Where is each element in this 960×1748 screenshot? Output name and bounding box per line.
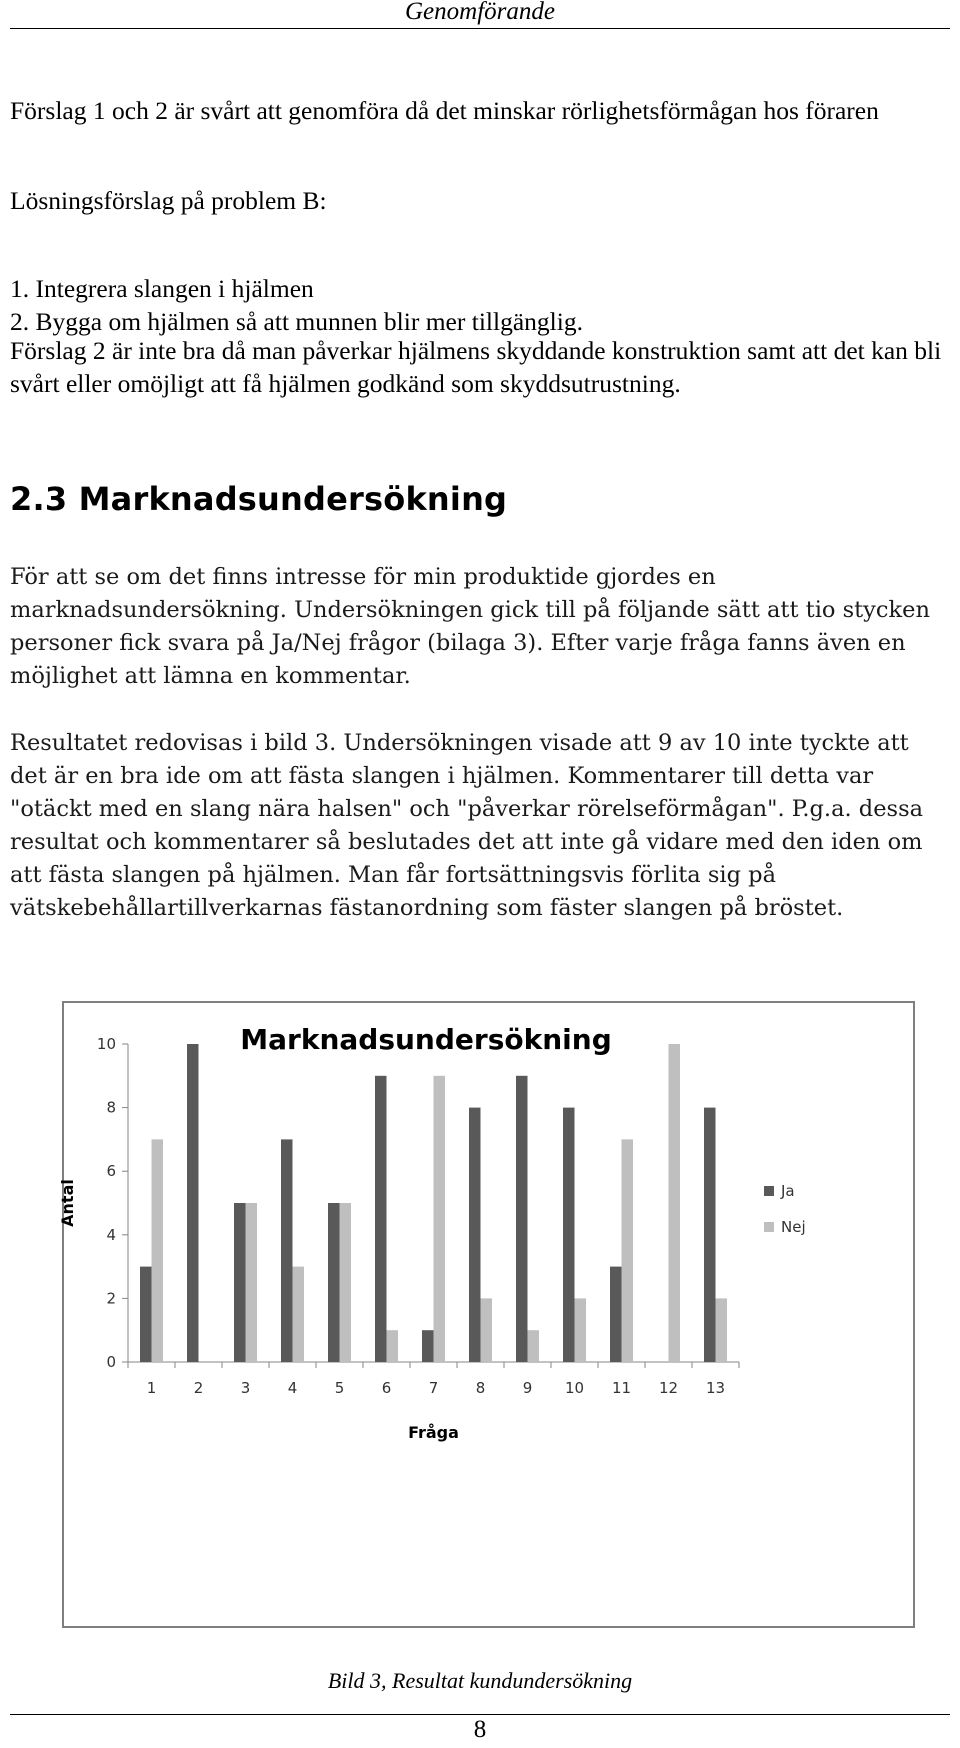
bar-ja-4: [281, 1139, 293, 1362]
page-header: [0, 0, 960, 30]
x-tick-label: 6: [381, 1379, 392, 1397]
chart-title: Marknadsundersökning: [240, 1023, 612, 1056]
bar-nej-10: [575, 1298, 587, 1362]
figure-caption: Bild 3, Resultat kundundersökning: [327, 1668, 633, 1693]
x-tick-label: 4: [287, 1379, 298, 1397]
bar-ja-1: [140, 1267, 152, 1362]
chart-svg: [58, 1003, 913, 1626]
list-item: 1. Integrera slangen i hjälmen: [10, 274, 314, 303]
bar-nej-12: [669, 1044, 681, 1362]
footer-rule: [10, 1714, 950, 1715]
bar-ja-5: [328, 1203, 340, 1362]
bar-nej-6: [387, 1330, 399, 1362]
y-tick-label: 8: [106, 1098, 116, 1117]
bar-ja-11: [610, 1267, 622, 1362]
survey-chart: [58, 1001, 915, 1628]
bar-nej-3: [246, 1203, 258, 1362]
x-tick-label: 12: [658, 1379, 679, 1397]
legend-label-ja: Ja: [781, 1182, 795, 1200]
bar-ja-10: [563, 1108, 575, 1362]
paragraph-forslag-2: Förslag 2 är inte bra då man påverkar hjälmens skyddande konstruktion samt att det kan bli svårt eller omöjligt att få hjälmen godkänd som skyddsutrustning.: [10, 336, 942, 398]
x-tick-label: 1: [146, 1379, 157, 1397]
bar-nej-8: [481, 1298, 493, 1362]
page-number: 8: [473, 1716, 487, 1743]
y-tick-label: 2: [106, 1289, 116, 1308]
legend-swatch-nej: [764, 1222, 774, 1232]
x-tick-label: 8: [475, 1379, 486, 1397]
legend-swatch-ja: [764, 1186, 774, 1196]
legend-label-nej: Nej: [781, 1218, 806, 1236]
bar-ja-3: [234, 1203, 246, 1362]
header-title: Genomförande: [405, 0, 555, 25]
bar-nej-11: [622, 1139, 634, 1362]
paragraph-survey-result: Resultatet redovisas i bild 3. Undersökningen visade att 9 av 10 inte tyckte att det är en bra ide om att fästa slangen i hjälmen. Kommentarer till detta var "otäckt med en slang nära halsen" och "påverkar rörelseförmågan". P.g.a. dessa resultat och kommentarer så beslutades det att inte gå vidare med den iden om att fästa slangen på hjälmen. Man får fortsättningsvis förlita sig på vätskebehållartillverkarnas fästanordning som fäster slangen på bröstet.: [10, 730, 924, 921]
y-axis-title: Antal: [58, 1179, 77, 1227]
bar-ja-13: [704, 1108, 716, 1362]
bar-ja-6: [375, 1076, 387, 1362]
header-rule: [10, 28, 950, 29]
bar-ja-7: [422, 1330, 434, 1362]
bar-ja-8: [469, 1108, 481, 1362]
x-tick-label: 3: [240, 1379, 251, 1397]
bar-nej-1: [152, 1139, 164, 1362]
x-tick-label: 2: [193, 1379, 204, 1397]
bar-nej-7: [434, 1076, 446, 1362]
x-tick-label: 5: [334, 1379, 345, 1397]
x-tick-label: 11: [611, 1379, 632, 1397]
x-tick-label: 13: [705, 1379, 726, 1397]
bar-nej-4: [293, 1267, 305, 1362]
section-heading: 2.3 Marknadsundersökning: [10, 480, 508, 518]
x-tick-label: 9: [522, 1379, 533, 1397]
x-axis-title: Fråga: [408, 1423, 459, 1442]
solution-list: [10, 272, 583, 338]
paragraph-losningsforslag: Lösningsförslag på problem B:: [10, 186, 327, 215]
y-tick-label: 6: [106, 1162, 116, 1181]
paragraph-forslag-1-2: Förslag 1 och 2 är svårt att genomföra då det minskar rörlighetsförmågan hos föraren: [10, 96, 879, 125]
bar-nej-5: [340, 1203, 352, 1362]
y-tick-label: 4: [106, 1225, 116, 1244]
bar-ja-2: [187, 1044, 199, 1362]
x-tick-label: 7: [428, 1379, 439, 1397]
x-tick-label: 10: [564, 1379, 585, 1397]
bar-nej-13: [716, 1298, 728, 1362]
paragraph-survey-intro: För att se om det finns intresse för min produktide gjordes en marknadsundersökning. Undersökningen gick till på följande sätt att tio stycken personer fick svara på Ja/Nej frågor (bilaga 3). Efter varje fråga fanns även en möjlighet att lämna en kommentar.: [10, 564, 930, 689]
bar-nej-9: [528, 1330, 540, 1362]
bar-ja-9: [516, 1076, 528, 1362]
y-tick-label: 0: [106, 1353, 116, 1371]
y-tick-label: 10: [96, 1035, 116, 1053]
list-item: 2. Bygga om hjälmen så att munnen blir mer tillgänglig.: [10, 307, 583, 336]
